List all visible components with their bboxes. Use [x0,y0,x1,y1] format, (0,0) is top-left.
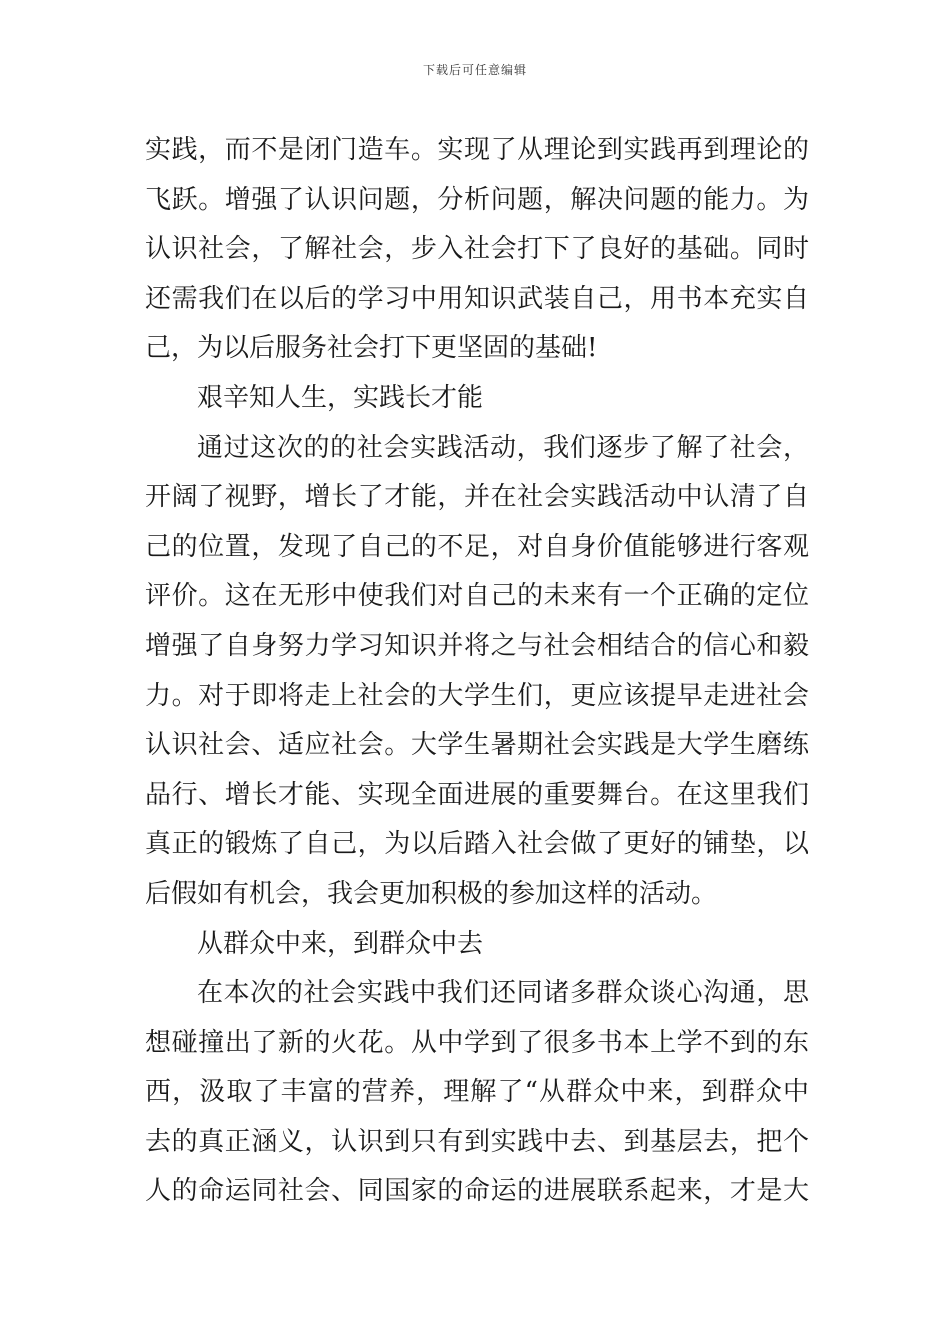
text-line: 从群众中来，到群众中去 [197,928,484,959]
text-line: 飞跃。增强了认识问题，分析问题，解决问题的能力。为 [145,184,809,215]
text-line: 通过这次的的社会实践活动，我们逐步了解了社会， [197,432,809,463]
text-line: 想碰撞出了新的火花。从中学到了很多书本上学不到的东 [145,1027,809,1058]
page-header: 下载后可任意编辑 [422,63,527,77]
text-line: 认识社会，了解社会，步入社会打下了良好的基础。同时 [145,234,809,265]
text-line: 认识社会、适应社会。大学生暑期社会实践是大学生磨练 [145,730,809,761]
text-line: 力。对于即将走上社会的大学生们，更应该提早走进社会 [145,680,809,711]
text-line: 开阔了视野，增长了才能，并在社会实践活动中认清了自 [145,482,809,513]
text-line: 在本次的社会实践中我们还同诸多群众谈心沟通，思 [197,978,809,1009]
text-line: 后假如有机会，我会更加积极的参加这样的活动。 [145,878,718,909]
text-line: 己，为以后服务社会打下更坚固的基础! [145,333,598,364]
text-line: 品行、增长才能、实现全面进展的重要舞台。在这里我们 [145,779,809,810]
text-line: 还需我们在以后的学习中用知识武装自己，用书本充实自 [145,283,809,314]
text-line: 评价。这在无形中使我们对自己的未来有一个正确的定位 [145,581,809,612]
text-line: 己的位置，发现了自己的不足，对自身价值能够进行客观 [145,531,809,562]
text-line: 去的真正涵义，认识到只有到实践中去、到基层去，把个 [145,1126,809,1157]
text-line: 真正的锻炼了自己，为以后踏入社会做了更好的铺垫，以 [145,829,809,860]
document-body [145,126,809,1217]
text-line: 艰辛知人生，实践长才能 [197,382,484,413]
text-line: 人的命运同社会、同国家的命运的进展联系起来，才是大 [145,1176,809,1207]
text-line: 实践，而不是闭门造车。实现了从理论到实践再到理论的 [145,135,809,165]
text-line: 西，汲取了丰富的营养，理解了“从群众中来，到群众中 [145,1077,809,1108]
text-line: 增强了自身努力学习知识并将之与社会相结合的信心和毅 [145,630,809,661]
